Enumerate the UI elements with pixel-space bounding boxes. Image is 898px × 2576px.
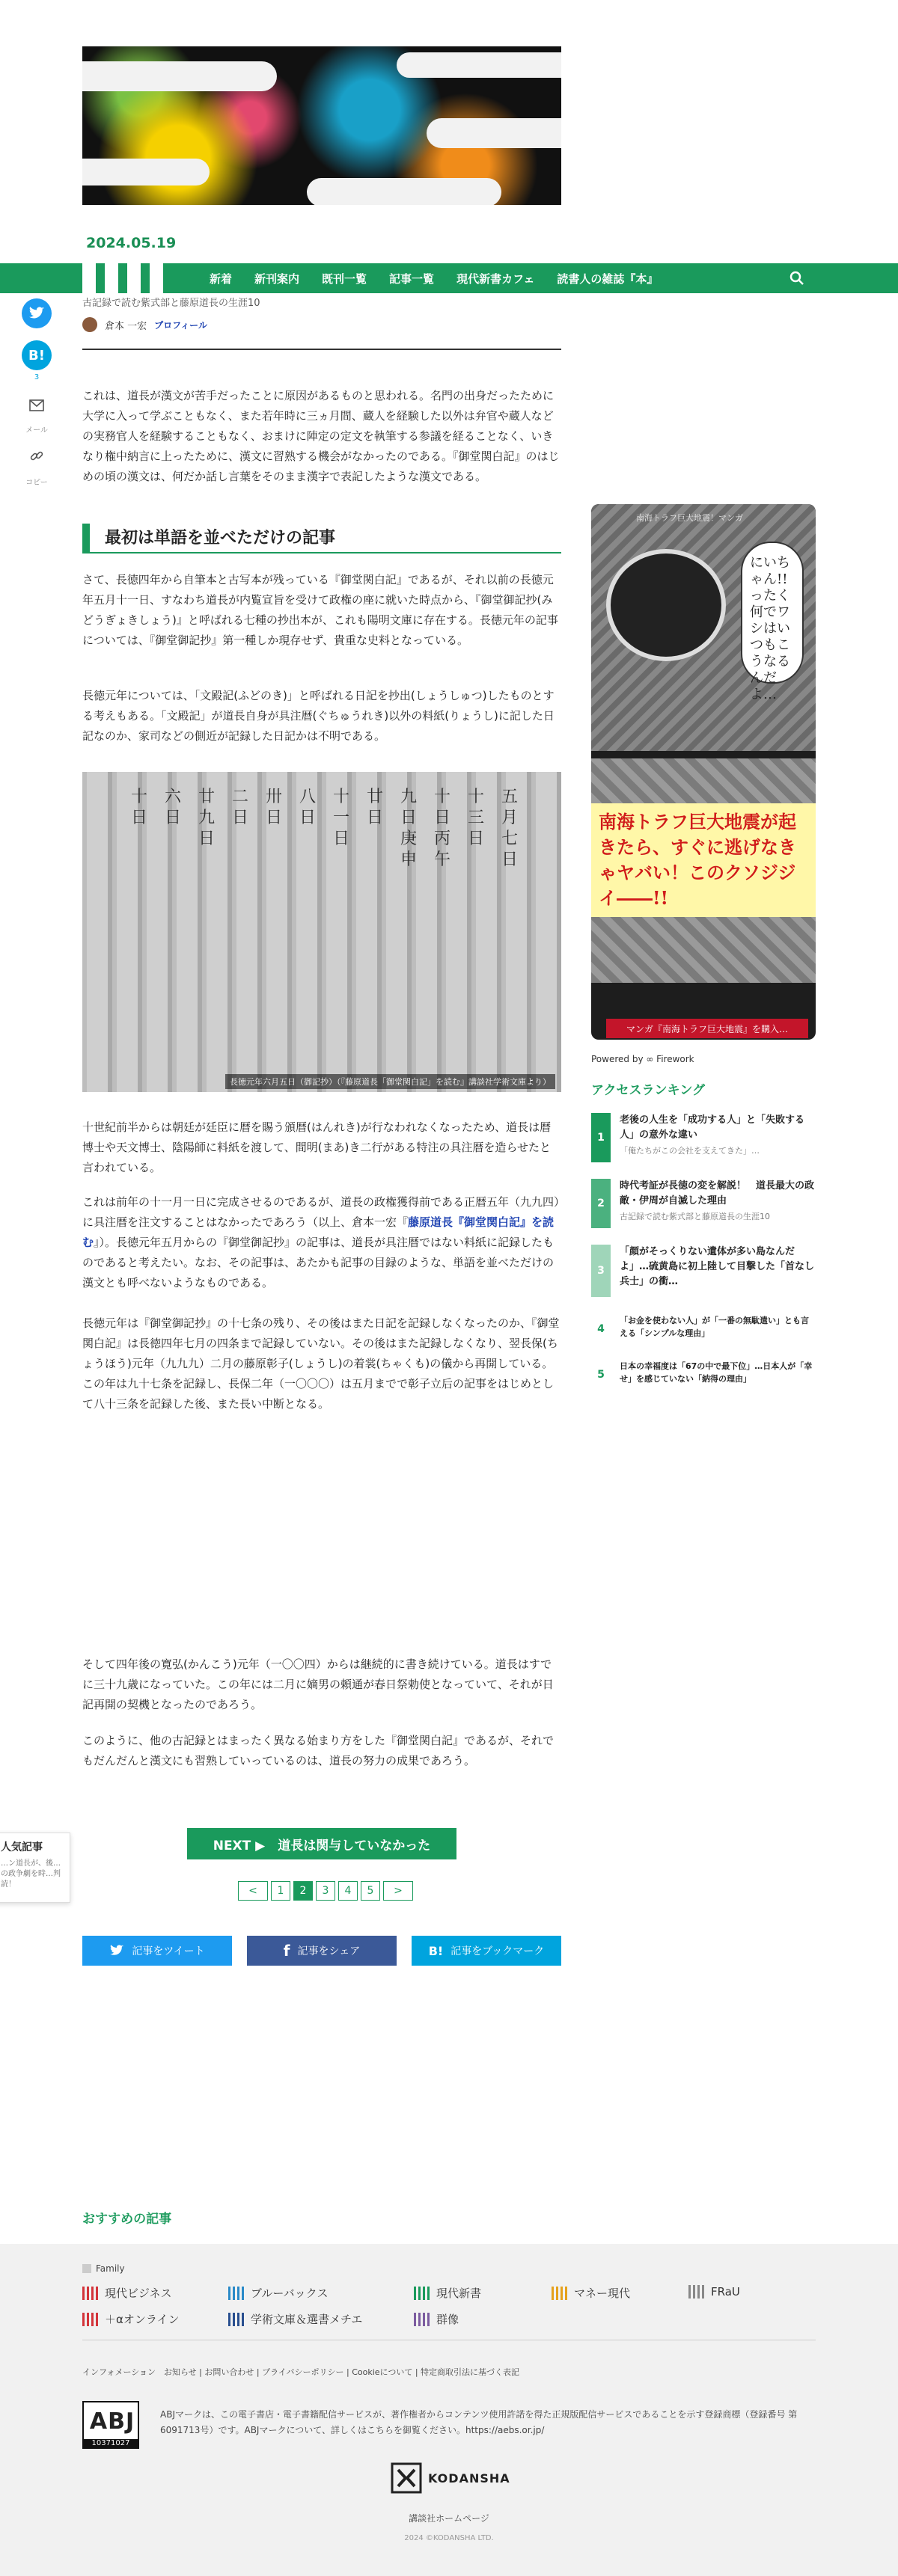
family-gendai-shinsho[interactable]: [414, 2285, 481, 2301]
brand-stripes-icon: [414, 2287, 430, 2300]
abj-number: 10371027: [84, 2439, 138, 2447]
nav-backlist[interactable]: 既刊一覧: [322, 272, 367, 286]
ranking-item[interactable]: [591, 1113, 816, 1162]
manuscript-text: 十日: [131, 788, 148, 827]
rank-title: 老後の人生を「成功する人」と「失敗する人」の意外な違い: [620, 1114, 805, 1141]
family-frau[interactable]: [688, 2285, 740, 2299]
hatena-bookmark-icon[interactable]: B!: [22, 340, 52, 370]
profile-link[interactable]: プロフィール: [154, 319, 207, 331]
family-name: 学術文庫＆選書メチエ: [251, 2313, 363, 2326]
article-paragraph: 長徳元年は『御堂御記抄』の十七条の残り、その後はまた日記を記録しなくなったのか、『御堂関白記』は長徳四年七月の四条まで記録していない。その後はまた記録しなくなり、翌長保(ちょうほう)元年（九九九）二月の藤原彰子(しょうし)の着裳(ちゃくも)の儀から再開している。この年は九十七条を記録し、長保二年（一〇〇〇）は五月までで彰子立后の記事をはじめとして八十三条を記録した後、また長い中断となる。: [82, 1316, 560, 1411]
kodansha-logo[interactable]: [391, 2462, 510, 2494]
ranking-item[interactable]: [591, 1314, 816, 1344]
manga-speech-balloon: にいちゃん!! ったく何でワシはいつもこうなるんだよ…: [741, 542, 804, 684]
next-page-arrow[interactable]: >: [383, 1881, 413, 1901]
abj-logo[interactable]: [82, 2401, 139, 2449]
family-name: FRaU: [711, 2285, 740, 2299]
nav-new[interactable]: 新着: [210, 272, 233, 286]
footer-links[interactable]: インフォメーション お知らせ | お問い合わせ | プライバシーポリシー | Cookieについて | 特定商取引法に基づく表記: [82, 2367, 520, 2377]
search-icon[interactable]: [789, 271, 804, 286]
page-link[interactable]: 1: [271, 1881, 290, 1901]
manuscript-text: 九日庚申: [400, 788, 418, 869]
rank-sub: 「俺たちがこの会社を支えてきた」…: [620, 1146, 760, 1156]
site-logo[interactable]: [82, 263, 187, 293]
article-paragraph: このように、他の古記録とはまったく異なる始まり方をした『御堂関白記』であるが、それでもだんだんと漢文にも習熟していっているのは、道長の努力の成果であろう。: [82, 1734, 555, 1767]
bookmark-label: 記事をブックマーク: [450, 1945, 545, 1957]
family-name: 現代新書: [436, 2287, 482, 2300]
manuscript-text: 廿九日: [198, 788, 216, 848]
brand-stripes-icon: [82, 2313, 99, 2326]
brand-stripes-icon: [82, 2287, 99, 2300]
rank-number: 2: [591, 1179, 611, 1228]
prev-page-button[interactable]: <: [238, 1881, 268, 1901]
section-heading: 最初は単語を並べただけの記事: [82, 524, 561, 553]
kodansha-name: KODANSHA: [428, 2471, 510, 2485]
article-paragraph: 十世紀前半からは朝廷が廷臣に暦を賜う頒暦(はんれき)が行なわれなくなったため、道長は暦博士や天文博士、陰陽師に料紙を渡して、間明(まあ)き二行がある特注の具注暦を造らせたと言われている。: [82, 1120, 552, 1174]
ranking-item[interactable]: [591, 1179, 816, 1228]
rank-title: 「顔がそっくりない遺体が多い島なんだよ」…硫黄島に初上陸して目撃した「首なし兵士」の衝…: [620, 1246, 815, 1287]
global-nav: [0, 263, 898, 293]
ranking-item[interactable]: [591, 1360, 816, 1390]
mail-label: メール: [25, 426, 48, 435]
powered-by[interactable]: Powered by ∞ Firework: [591, 1054, 694, 1064]
facebook-icon: f: [283, 1942, 290, 1960]
page-link-current[interactable]: 2: [293, 1881, 313, 1901]
manuscript-text: 十三日: [468, 788, 485, 848]
kodansha-mark-icon: [391, 2462, 422, 2494]
next-page-button[interactable]: NEXT ▶ 道長は関与していなかった: [187, 1828, 456, 1859]
family-name: 現代ビジネス: [105, 2287, 172, 2300]
pagination: [238, 1881, 413, 1901]
twitter-share-icon[interactable]: [22, 298, 52, 328]
paragraph-text: これは前年の十一月一日に完成させるのであるが、道長の政権獲得前である正暦五年（九九四）に具注暦を注文することはなかったであろう（以上、倉本一宏『: [82, 1195, 560, 1229]
nav-new-releases[interactable]: 新刊案内: [254, 272, 300, 286]
rank-title: 日本の幸福度は「67の中で最下位」…日本人が「幸せ」を感じていない「納得の理由」: [620, 1361, 813, 1384]
family-gunzo[interactable]: [414, 2311, 459, 2327]
family-name: マネー現代: [574, 2287, 631, 2300]
manuscript-text: 五月七日: [501, 788, 519, 869]
tweet-button[interactable]: [82, 1936, 232, 1966]
manga-video-widget[interactable]: [591, 504, 816, 1040]
author-name[interactable]: 倉本 一宏: [105, 320, 147, 332]
manga-buy-button[interactable]: マンガ『南海トラフ巨大地震』を購入…: [606, 1019, 808, 1038]
manuscript-text: 六日: [165, 788, 182, 827]
nav-articles[interactable]: 記事一覧: [389, 272, 435, 286]
manuscript-image: [82, 772, 561, 1092]
rank-title: 時代考証が長徳の変を解説！ 道長最大の政敵・伊周が自滅した理由: [620, 1180, 815, 1206]
author-row: [82, 317, 207, 332]
popular-text: …ン道長が、後…の政争劇を時…判読！: [1, 1859, 61, 1889]
publish-date: 2024.05.19: [86, 235, 177, 251]
image-caption: 長徳元年六月五日（御記抄）（『藤原道長「御堂関白記」を読む』講談社学術文庫より）: [225, 1074, 555, 1089]
manuscript-text: 二日: [232, 788, 249, 827]
rank-title: 「お金を使わない人」が「一番の無駄遣い」とも言える「シンプルな理由」: [620, 1316, 809, 1338]
rank-number: 4: [597, 1323, 605, 1335]
series-subtitle[interactable]: 古記録で読む紫式部と藤原道長の生涯10: [82, 298, 260, 309]
rank-sub: 古記録で読む紫式部と藤原道長の生涯10: [620, 1212, 770, 1221]
family-gendai-business[interactable]: [82, 2285, 172, 2301]
article-paragraph: [82, 1192, 561, 1293]
popular-title: 人気記事: [1, 1841, 43, 1853]
hatena-icon: B!: [428, 1943, 444, 1958]
brand-stripes-icon: [414, 2313, 430, 2326]
page-link[interactable]: 3: [316, 1881, 335, 1901]
copy-label: コピー: [25, 479, 48, 487]
brand-stripes-icon: [552, 2287, 568, 2300]
family-gakujutsu[interactable]: [228, 2311, 362, 2327]
ranking-item[interactable]: [591, 1245, 816, 1297]
manuscript-text: 十日丙午: [434, 788, 451, 869]
article-paragraph: そして四年後の寛弘(かんこう)元年（一〇〇四）からは継続的に書き続けている。道長はすでに三十九歳になっていた。この年には二月に嫡男の頼通が春日祭勅使となっていて、それが日記再開の契機となったのであろう。: [82, 1657, 554, 1711]
author-avatar: [82, 317, 97, 332]
brand-stripes-icon: [228, 2287, 245, 2300]
hero-image: [82, 46, 561, 205]
manuscript-text: 卅日: [266, 788, 283, 827]
manuscript-text: 廿日: [367, 788, 384, 827]
copy-link-icon[interactable]: [22, 441, 52, 471]
divider: [82, 349, 561, 350]
footer: [0, 2244, 898, 2576]
article-paragraph: さて、長徳四年から自筆本と古写本が残っている『御堂関白記』であるが、それ以前の長徳元年五月十一日、すなわち道長が内覧宣旨を受けて政権の座に就いた時点から、『御堂御記抄(みどうぎょきしょう)』と呼ばれる七種の抄出本が、これも陽明文庫に存在する。長徳元年の記事については、『御堂御記抄』第一種しか現存せず、貴重な史料となっている。: [82, 573, 558, 647]
page-link[interactable]: 4: [338, 1881, 358, 1901]
rank-number: 1: [591, 1113, 611, 1162]
manga-panel: [591, 504, 816, 751]
manuscript-text: 十一日: [333, 788, 350, 848]
family-name: ブルーバックス: [251, 2287, 329, 2300]
rank-number: 5: [597, 1369, 605, 1381]
family-bluebacks[interactable]: [228, 2285, 329, 2301]
family-name: 群像: [436, 2313, 459, 2326]
nav-magazine[interactable]: 読書人の雑誌『本』: [557, 272, 659, 286]
manuscript-text: 八日: [299, 788, 317, 827]
manga-face: [606, 549, 726, 661]
family-name: ＋αオンライン: [105, 2313, 180, 2326]
nav-cafe[interactable]: 現代新書カフェ: [456, 272, 535, 286]
ranking-title: アクセスランキング: [591, 1083, 705, 1098]
page-link[interactable]: 5: [361, 1881, 380, 1901]
tweet-label: 記事をツイート: [132, 1945, 205, 1957]
twitter-icon: [109, 1945, 124, 1957]
brand-stripes-icon: [688, 2285, 705, 2299]
popular-article-popup[interactable]: [0, 1833, 70, 1903]
facebook-label: 記事をシェア: [297, 1945, 361, 1957]
family-plus-alpha[interactable]: [82, 2311, 179, 2327]
article-paragraph: 長徳元年については、「文殿記(ふどのき)」と呼ばれる日記を抄出(しょうしゅつ)したものとする考えもある。「文殿記」が道長自身が具注暦(ぐちゅうれき)以外の料紙(りょうし)に記した日記なのか、家司などの側近が記録した日記かは不明である。: [82, 689, 555, 743]
kodansha-home-link[interactable]: 講談社ホームページ: [409, 2513, 489, 2524]
family-label: [82, 2263, 125, 2274]
family-money-gendai[interactable]: [552, 2285, 630, 2301]
paragraph-text: 』）。長徳元年五月からの『御堂御記抄』の記事は、道長が具注暦ではない料紙に記録したものであると考えたい。なお、その記事は、あたかも記事の目録のような、単語を並べただけの漢文とも呼べないようなものである。: [82, 1236, 555, 1289]
copyright: 2024 ©KODANSHA LTD.: [404, 2534, 494, 2542]
facebook-share-button[interactable]: [247, 1936, 397, 1966]
manga-header: 南海トラフ巨大地震！マンガ: [636, 513, 743, 523]
abj-description: ABJマークは、この電子書店・電子書籍配信サービスが、著作権者からコンテンツ使用許諾を得た正規版配信サービスであることを示す登録商標（登録番号 第6091713号）です。ABJマークについて、詳しくはこちらを御覧ください。https://aebs.or.jp/: [160, 2409, 798, 2435]
recommended-title: おすすめの記事: [82, 2212, 172, 2227]
family-label-text: Family: [96, 2263, 125, 2274]
article-paragraph: これは、道長が漢文が苦手だったことに原因があるものと思われる。名門の出身だったために大学に入って学ぶこともなく、また若年時に三ヵ月間、蔵人を経験した以外は弁官や蔵人などの実務官人を経験することもなく、おまけに陣定の定文を執筆する参議を経ることなく、いきなり権中納言に上ったために、漢文に習熟する機会がなかったのである。『御堂関白記』のはじめの頃の漢文は、何だか話し言葉をそのまま漢字で表記したような漢文である。: [82, 389, 560, 483]
book-link[interactable]: 藤原道長『御堂関白記』を読む: [82, 1215, 555, 1249]
mail-icon[interactable]: [22, 390, 52, 420]
rank-number: 3: [591, 1245, 611, 1297]
abj-logo-text: ABJ: [89, 2408, 135, 2435]
manga-caption: 南海トラフ巨大地震が起きたら、すぐに逃げなきゃヤバい！このクソジジイ――!!: [591, 803, 816, 917]
brand-stripes-icon: [228, 2313, 245, 2326]
bookmark-button[interactable]: [412, 1936, 561, 1966]
hatena-count: 3: [34, 373, 40, 381]
